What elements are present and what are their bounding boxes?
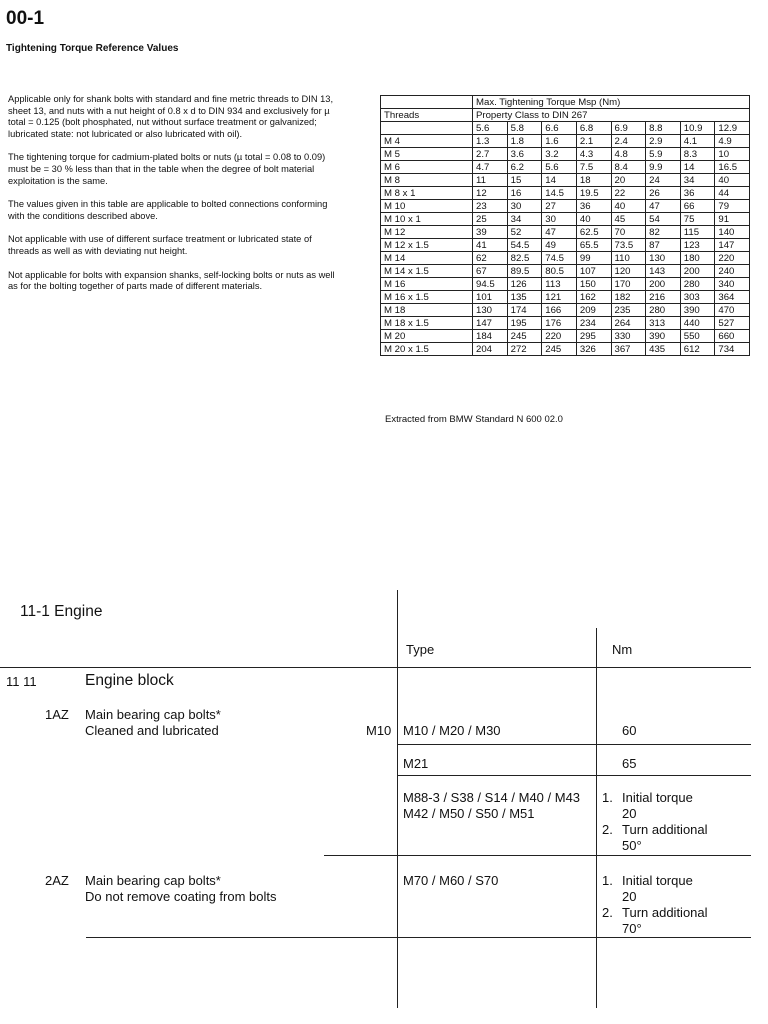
item-code: 1AZ bbox=[45, 707, 69, 722]
torque-value: 65 bbox=[622, 756, 637, 771]
item-note: Do not remove coating from bolts bbox=[85, 889, 277, 904]
torque-cell: 15 bbox=[507, 174, 542, 187]
torque-cell: 16 bbox=[507, 187, 542, 200]
source-note: Extracted from BMW Standard N 600 02.0 bbox=[385, 414, 563, 425]
torque-cell: 272 bbox=[507, 343, 542, 356]
torque-cell: 2.1 bbox=[576, 135, 611, 148]
torque-cell: 176 bbox=[542, 317, 577, 330]
torque-cell: 295 bbox=[576, 330, 611, 343]
torque-cell: 140 bbox=[715, 226, 750, 239]
torque-cell: 44 bbox=[715, 187, 750, 200]
torque-cell: 47 bbox=[646, 200, 681, 213]
table-row bbox=[381, 135, 750, 148]
notes-block bbox=[8, 94, 344, 305]
thread-cell: M 8 x 1 bbox=[381, 187, 473, 200]
torque-cell: 2.7 bbox=[473, 148, 508, 161]
step-value: 20 bbox=[622, 806, 637, 821]
engine-section-title: 11-1 Engine bbox=[20, 603, 103, 620]
torque-cell: 41 bbox=[473, 239, 508, 252]
torque-cell: 82.5 bbox=[507, 252, 542, 265]
table-row bbox=[381, 213, 750, 226]
table-row bbox=[381, 161, 750, 174]
torque-cell: 34 bbox=[507, 213, 542, 226]
torque-cell: 54 bbox=[646, 213, 681, 226]
torque-cell: 3.6 bbox=[507, 148, 542, 161]
table-row bbox=[381, 174, 750, 187]
divider-horizontal bbox=[0, 667, 751, 668]
torque-cell: 40 bbox=[611, 200, 646, 213]
torque-cell: 280 bbox=[646, 304, 681, 317]
torque-cell: 36 bbox=[576, 200, 611, 213]
torque-cell: 612 bbox=[680, 343, 715, 356]
torque-cell: 62.5 bbox=[576, 226, 611, 239]
torque-cell: 45 bbox=[611, 213, 646, 226]
item-description: Main bearing cap bolts* bbox=[85, 707, 221, 722]
torque-cell: 115 bbox=[680, 226, 715, 239]
torque-cell: 20 bbox=[611, 174, 646, 187]
engine-type: M21 bbox=[403, 756, 429, 771]
torque-cell: 240 bbox=[715, 265, 750, 278]
engine-type: M10 / M20 / M30 bbox=[403, 723, 501, 738]
thread-cell: M 20 bbox=[381, 330, 473, 343]
torque-cell: 22 bbox=[611, 187, 646, 200]
note-paragraph: Not applicable for bolts with expansion shanks, self-locking bolts or nuts as well as for the bolting together of parts made of different materials. bbox=[8, 269, 335, 292]
thread-cell: M 10 bbox=[381, 200, 473, 213]
torque-cell: 40 bbox=[715, 174, 750, 187]
torque-cell: 40 bbox=[576, 213, 611, 226]
torque-cell: 36 bbox=[680, 187, 715, 200]
torque-cell: 5.6 bbox=[542, 161, 577, 174]
torque-cell: 107 bbox=[576, 265, 611, 278]
property-class-cell: 5.8 bbox=[507, 122, 542, 135]
torque-cell: 101 bbox=[473, 291, 508, 304]
thread-cell: M 8 bbox=[381, 174, 473, 187]
step-number: 1. bbox=[602, 790, 613, 805]
divider-horizontal bbox=[397, 744, 751, 745]
torque-cell: 7.5 bbox=[576, 161, 611, 174]
torque-cell: 52 bbox=[507, 226, 542, 239]
thread-cell: M 5 bbox=[381, 148, 473, 161]
torque-cell: 62 bbox=[473, 252, 508, 265]
thread-cell: M 12 bbox=[381, 226, 473, 239]
torque-cell: 174 bbox=[507, 304, 542, 317]
note-paragraph: The values given in this table are applicable to bolted connections conforming with the conditions described above. bbox=[8, 199, 328, 221]
torque-cell: 184 bbox=[473, 330, 508, 343]
torque-cell: 147 bbox=[473, 317, 508, 330]
step-number: 2. bbox=[602, 905, 613, 920]
torque-cell: 330 bbox=[611, 330, 646, 343]
group-name: Engine block bbox=[85, 672, 174, 689]
item-description: Main bearing cap bolts* bbox=[85, 873, 221, 888]
torque-cell: 4.7 bbox=[473, 161, 508, 174]
torque-cell: 24 bbox=[646, 174, 681, 187]
step-number: 1. bbox=[602, 873, 613, 888]
thread-cell: M 20 x 1.5 bbox=[381, 343, 473, 356]
torque-cell: 1.6 bbox=[542, 135, 577, 148]
torque-cell: 34 bbox=[680, 174, 715, 187]
torque-cell: 2.9 bbox=[646, 135, 681, 148]
torque-cell: 30 bbox=[507, 200, 542, 213]
property-class-cell: 10.9 bbox=[680, 122, 715, 135]
torque-cell: 5.9 bbox=[646, 148, 681, 161]
torque-cell: 209 bbox=[576, 304, 611, 317]
torque-cell: 47 bbox=[542, 226, 577, 239]
thread-cell: M 4 bbox=[381, 135, 473, 148]
torque-cell: 126 bbox=[507, 278, 542, 291]
section-title: Tightening Torque Reference Values bbox=[6, 43, 179, 54]
torque-cell: 470 bbox=[715, 304, 750, 317]
torque-cell: 49 bbox=[542, 239, 577, 252]
torque-cell: 734 bbox=[715, 343, 750, 356]
torque-cell: 79 bbox=[715, 200, 750, 213]
property-class-cell: 12.9 bbox=[715, 122, 750, 135]
table-header-row bbox=[381, 96, 750, 109]
torque-cell: 216 bbox=[646, 291, 681, 304]
table-row bbox=[381, 226, 750, 239]
torque-cell: 147 bbox=[715, 239, 750, 252]
engine-type: M70 / M60 / S70 bbox=[403, 873, 499, 888]
torque-cell: 113 bbox=[542, 278, 577, 291]
torque-cell: 120 bbox=[611, 265, 646, 278]
torque-cell: 162 bbox=[576, 291, 611, 304]
torque-cell: 54.5 bbox=[507, 239, 542, 252]
torque-cell: 73.5 bbox=[611, 239, 646, 252]
torque-cell: 234 bbox=[576, 317, 611, 330]
property-class-cell: 8.8 bbox=[646, 122, 681, 135]
torque-cell: 89.5 bbox=[507, 265, 542, 278]
torque-cell: 180 bbox=[680, 252, 715, 265]
torque-cell: 8.3 bbox=[680, 148, 715, 161]
torque-cell: 70 bbox=[611, 226, 646, 239]
engine-type: M42 / M50 / S50 / M51 bbox=[403, 806, 535, 821]
table-row bbox=[381, 343, 750, 356]
torque-cell: 200 bbox=[646, 278, 681, 291]
torque-cell: 82 bbox=[646, 226, 681, 239]
torque-cell: 8.4 bbox=[611, 161, 646, 174]
torque-cell: 121 bbox=[542, 291, 577, 304]
torque-cell: 11 bbox=[473, 174, 508, 187]
torque-cell: 65.5 bbox=[576, 239, 611, 252]
torque-cell: 110 bbox=[611, 252, 646, 265]
table-row bbox=[381, 304, 750, 317]
torque-cell: 182 bbox=[611, 291, 646, 304]
column-header-nm: Nm bbox=[612, 642, 633, 657]
torque-cell: 313 bbox=[646, 317, 681, 330]
torque-cell: 303 bbox=[680, 291, 715, 304]
torque-cell: 367 bbox=[611, 343, 646, 356]
torque-cell: 150 bbox=[576, 278, 611, 291]
torque-cell: 1.8 bbox=[507, 135, 542, 148]
torque-cell: 390 bbox=[646, 330, 681, 343]
torque-reference-table bbox=[380, 95, 750, 356]
torque-cell: 30 bbox=[542, 213, 577, 226]
step-value: 20 bbox=[622, 889, 637, 904]
torque-cell: 6.2 bbox=[507, 161, 542, 174]
note-paragraph: Applicable only for shank bolts with standard and fine metric threads to DIN 13, sheet 13, and nuts with a nut height of 0.8 x d to DIN 934 and exclusively for µ total = 0.125 (bolt phosphated, nut without surface treatment or galvanized; lubricated state: not lubricated or also lubricated with oil). bbox=[8, 94, 334, 139]
torque-cell: 23 bbox=[473, 200, 508, 213]
table-cell bbox=[381, 96, 473, 109]
table-row bbox=[381, 148, 750, 161]
torque-cell: 245 bbox=[507, 330, 542, 343]
torque-cell: 3.2 bbox=[542, 148, 577, 161]
table-row bbox=[381, 265, 750, 278]
torque-cell: 195 bbox=[507, 317, 542, 330]
property-class-cell: 6.9 bbox=[611, 122, 646, 135]
torque-cell: 19.5 bbox=[576, 187, 611, 200]
torque-cell: 10 bbox=[715, 148, 750, 161]
torque-cell: 4.8 bbox=[611, 148, 646, 161]
torque-cell: 660 bbox=[715, 330, 750, 343]
property-class-cell: 5.6 bbox=[473, 122, 508, 135]
torque-cell: 143 bbox=[646, 265, 681, 278]
torque-cell: 2.4 bbox=[611, 135, 646, 148]
table-row bbox=[381, 317, 750, 330]
table-row bbox=[381, 239, 750, 252]
step-value: 50° bbox=[622, 838, 642, 853]
torque-cell: 550 bbox=[680, 330, 715, 343]
torque-cell: 200 bbox=[680, 265, 715, 278]
torque-cell: 280 bbox=[680, 278, 715, 291]
torque-cell: 26 bbox=[646, 187, 681, 200]
table-row bbox=[381, 252, 750, 265]
group-code: 11 11 bbox=[6, 674, 37, 689]
torque-cell: 91 bbox=[715, 213, 750, 226]
table-row bbox=[381, 278, 750, 291]
torque-cell: 220 bbox=[715, 252, 750, 265]
torque-cell: 94.5 bbox=[473, 278, 508, 291]
item-code: 2AZ bbox=[45, 873, 69, 888]
divider-vertical bbox=[596, 628, 597, 1008]
torque-cell: 364 bbox=[715, 291, 750, 304]
table-row bbox=[381, 330, 750, 343]
torque-cell: 14 bbox=[680, 161, 715, 174]
step-value: 70° bbox=[622, 921, 642, 936]
torque-cell: 14 bbox=[542, 174, 577, 187]
torque-cell: 14.5 bbox=[542, 187, 577, 200]
engine-type: M88-3 / S38 / S14 / M40 / M43 bbox=[403, 790, 581, 805]
thread-cell: M 18 x 1.5 bbox=[381, 317, 473, 330]
torque-cell: 326 bbox=[576, 343, 611, 356]
torque-cell: 440 bbox=[680, 317, 715, 330]
torque-cell: 4.9 bbox=[715, 135, 750, 148]
thread-cell: M 14 bbox=[381, 252, 473, 265]
property-class-cell: 6.8 bbox=[576, 122, 611, 135]
torque-cell: 4.3 bbox=[576, 148, 611, 161]
torque-cell: 527 bbox=[715, 317, 750, 330]
torque-cell: 80.5 bbox=[542, 265, 577, 278]
torque-cell: 27 bbox=[542, 200, 577, 213]
torque-cell: 25 bbox=[473, 213, 508, 226]
column-header-type: Type bbox=[406, 642, 435, 657]
torque-cell: 435 bbox=[646, 343, 681, 356]
section-number: 00-1 bbox=[6, 8, 45, 29]
torque-cell: 39 bbox=[473, 226, 508, 239]
table-header-title: Max. Tightening Torque Msp (Nm) bbox=[473, 96, 750, 109]
step-label: Initial torque bbox=[622, 873, 693, 888]
table-header-row bbox=[381, 122, 750, 135]
table-row bbox=[381, 200, 750, 213]
torque-cell: 99 bbox=[576, 252, 611, 265]
torque-cell: 245 bbox=[542, 343, 577, 356]
torque-cell: 220 bbox=[542, 330, 577, 343]
divider-horizontal bbox=[86, 937, 751, 938]
table-row bbox=[381, 187, 750, 200]
step-number: 2. bbox=[602, 822, 613, 837]
divider-vertical bbox=[397, 590, 398, 1008]
torque-cell: 166 bbox=[542, 304, 577, 317]
property-class-cell: 6.6 bbox=[542, 122, 577, 135]
table-header-row bbox=[381, 109, 750, 122]
torque-cell: 130 bbox=[646, 252, 681, 265]
torque-cell: 123 bbox=[680, 239, 715, 252]
torque-cell: 66 bbox=[680, 200, 715, 213]
thread-cell: M 14 x 1.5 bbox=[381, 265, 473, 278]
torque-cell: 74.5 bbox=[542, 252, 577, 265]
torque-cell: 87 bbox=[646, 239, 681, 252]
thread-cell: M 12 x 1.5 bbox=[381, 239, 473, 252]
torque-cell: 390 bbox=[680, 304, 715, 317]
torque-cell: 1.3 bbox=[473, 135, 508, 148]
torque-cell: 130 bbox=[473, 304, 508, 317]
item-note: Cleaned and lubricated bbox=[85, 723, 219, 738]
threads-header: Threads bbox=[381, 109, 473, 122]
torque-cell: 67 bbox=[473, 265, 508, 278]
table-row bbox=[381, 291, 750, 304]
torque-cell: 4.1 bbox=[680, 135, 715, 148]
item-size: M10 bbox=[366, 723, 392, 738]
thread-cell: M 10 x 1 bbox=[381, 213, 473, 226]
property-class-header: Property Class to DIN 267 bbox=[473, 109, 750, 122]
divider-horizontal bbox=[397, 775, 751, 776]
torque-cell: 18 bbox=[576, 174, 611, 187]
note-paragraph: The tightening torque for cadmium-plated bolts or nuts (µ total = 0.08 to 0.09) must be = 30 % less than that in the table when the degree of bolt material exploitation is the same. bbox=[8, 152, 326, 186]
torque-cell: 264 bbox=[611, 317, 646, 330]
thread-cell: M 16 bbox=[381, 278, 473, 291]
torque-cell: 170 bbox=[611, 278, 646, 291]
torque-cell: 135 bbox=[507, 291, 542, 304]
thread-cell: M 6 bbox=[381, 161, 473, 174]
step-label: Turn additional bbox=[622, 905, 708, 920]
torque-cell: 75 bbox=[680, 213, 715, 226]
step-label: Turn additional bbox=[622, 822, 708, 837]
torque-cell: 12 bbox=[473, 187, 508, 200]
thread-cell: M 18 bbox=[381, 304, 473, 317]
step-label: Initial torque bbox=[622, 790, 693, 805]
torque-cell: 16.5 bbox=[715, 161, 750, 174]
torque-cell: 235 bbox=[611, 304, 646, 317]
torque-cell: 9.9 bbox=[646, 161, 681, 174]
table-cell bbox=[381, 122, 473, 135]
note-paragraph: Not applicable with use of different surface treatment or lubricated state of threads as well as with deviating nut height. bbox=[8, 234, 312, 256]
torque-cell: 204 bbox=[473, 343, 508, 356]
torque-value: 60 bbox=[622, 723, 637, 738]
thread-cell: M 16 x 1.5 bbox=[381, 291, 473, 304]
divider-horizontal bbox=[324, 855, 751, 856]
torque-cell: 340 bbox=[715, 278, 750, 291]
